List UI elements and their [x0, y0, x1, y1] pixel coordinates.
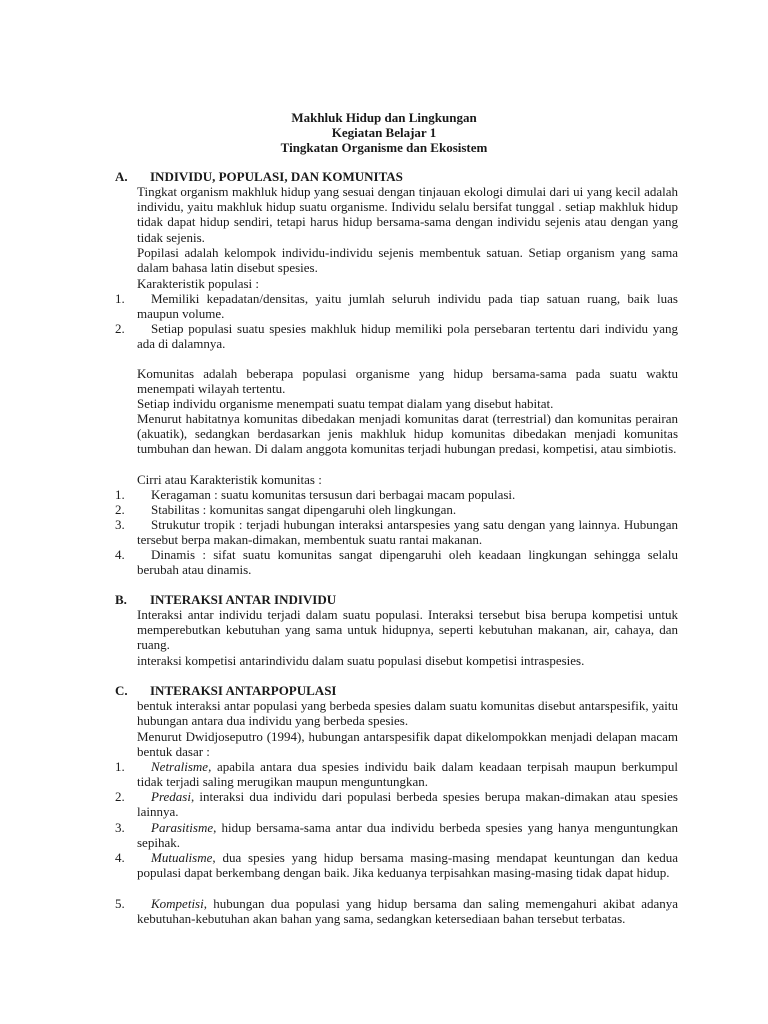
paragraph: interaksi kompetisi antarindividu dalam suatu populasi disebut kompetisi intraspesies.	[137, 653, 585, 668]
section-title: INTERAKSI ANTARPOPULASI	[150, 683, 337, 698]
list-item	[115, 321, 678, 351]
list-number: 1.	[115, 487, 125, 502]
section-letter: C.	[115, 683, 128, 698]
term: Predasi	[151, 789, 191, 804]
paragraph: Popilasi adalah kelompok individu-individu sejenis membentuk satuan. Setiap organism yang sama dalam bahasa latin disebut spesies.	[137, 245, 678, 276]
paragraph: Tingkat organism makhluk hidup yang sesuai dengan tinjauan ekologi dimulai dari ui yang kecil adalah individu, yaitu makhluk hidup suatu organisme. Individu selalu bersifat tunggal . setiap makhluk hidup tidak dapat hidup sendiri, tetapi harus hidup bersama-sama dengan individu sejenis atau dengan yang tidak sejenis.	[137, 184, 678, 245]
doc-subtitle-2: Tingkatan Organisme dan Ekosistem	[280, 140, 488, 155]
paragraph: Menurut Dwidjoseputro (1994), hubungan antarspesifik dapat dikelompokkan menjadi delapan macam bentuk dasar :	[137, 729, 678, 760]
list-item	[115, 517, 678, 547]
list-text: Dinamis : sifat suatu komunitas sangat dipengaruhi oleh keadaan lingkungan sehingga selalu berubah atau dinamis.	[137, 547, 678, 578]
paragraph: Cirri atau Karakteristik komunitas :	[137, 472, 322, 487]
list-item	[115, 291, 678, 321]
term: Netralisme	[151, 759, 209, 774]
paragraph: Komunitas adalah beberapa populasi organisme yang hidup bersama-sama pada suatu waktu menempati wilayah tertentu.	[137, 366, 678, 397]
list-number: 2.	[115, 321, 125, 336]
list-item	[115, 820, 678, 850]
paragraph: Menurut habitatnya komunitas dibedakan menjadi komunitas darat (terrestrial) dan komunitas perairan (akuatik), sedangkan berdasarkan jenis makhluk hidup komunitas dibedakan menjadi komunitas tumbuhan dan hewan. Di dalam anggota komunitas terjadi hubungan predasi, kompetisi, atau simbiotis.	[137, 411, 678, 457]
list-item	[115, 759, 678, 789]
section-title: INTERAKSI ANTAR INDIVIDU	[150, 592, 337, 607]
section-letter: A.	[115, 169, 128, 184]
list-item	[115, 487, 678, 502]
list-number: 1.	[115, 291, 125, 306]
list-text: , apabila antara dua spesies individu baik dalam keadaan terpisah maupun berkumpul tidak terjadi saling merugikan maupun menguntungkan.	[137, 759, 678, 790]
list-text: Strukutur tropik : terjadi hubungan interaksi antarspesies yang satu dengan yang lainnya. Hubungan tersebut berpa makan-dimakan, membentuk suatu rantai makanan.	[137, 517, 678, 548]
list-text: , dua spesies yang hidup bersama masing-masing mendapat keuntungan dan kedua populasi dapat berkembang dengan baik. Jika keduanya terpisahkan masing-masing tidak dapat hidup.	[137, 850, 678, 881]
list-text: Stabilitas : komunitas sangat dipengaruhi oleh lingkungan.	[151, 502, 457, 517]
doc-title: Makhluk Hidup dan Lingkungan	[291, 110, 477, 125]
section-a-heading	[115, 169, 403, 184]
paragraph: bentuk interaksi antar populasi yang berbeda spesies dalam suatu komunitas disebut antarspesifik, yaitu hubungan antara dua individu yang berbeda spesies.	[137, 698, 678, 729]
list-number: 3.	[115, 820, 125, 835]
list-text: Memiliki kepadatan/densitas, yaitu jumlah seluruh individu pada tiap satuan ruang, baik luas maupun volume.	[137, 291, 678, 322]
list-number: 4.	[115, 850, 125, 865]
list-number: 2.	[115, 502, 125, 517]
paragraph: Interaksi antar individu terjadi dalam suatu populasi. Interaksi tersebut bisa berupa kompetisi untuk memperebutkan kebutuhan yang sama untuk hidupnya, seperti kebutuhan makanan, air, cahaya, dan ruang.	[137, 607, 678, 653]
list-number: 3.	[115, 517, 125, 532]
list-item	[115, 850, 678, 880]
list-item	[115, 502, 678, 517]
list-text: Keragaman : suatu komunitas tersusun dari berbagai macam populasi.	[151, 487, 516, 502]
doc-subtitle: Kegiatan Belajar 1	[331, 125, 437, 140]
section-letter: B.	[115, 592, 127, 607]
section-title: INDIVIDU, POPULASI, DAN KOMUNITAS	[150, 169, 403, 184]
paragraph: Setiap individu organisme menempati suatu tempat dialam yang disebut habitat.	[137, 396, 554, 411]
list-text: Setiap populasi suatu spesies makhluk hidup memiliki pola persebaran tertentu dari individu yang ada di dalamnya.	[137, 321, 678, 352]
list-item	[115, 896, 678, 926]
list-text: , hubungan dua populasi yang hidup bersama dan saling memengahuri akibat adanya kebutuhan-kebutuhan akan bahan yang sama, sedangkan ketersediaan bahan tersebut terbatas.	[137, 896, 678, 927]
list-number: 4.	[115, 547, 125, 562]
list-text: , interaksi dua individu dari populasi berbeda spesies berupa makan-dimakan atau spesies lainnya.	[137, 789, 678, 820]
list-number: 1.	[115, 759, 125, 774]
list-text: , hidup bersama-sama antar dua individu berbeda spesies yang hanya menguntungkan sepihak.	[137, 820, 678, 851]
list-item	[115, 547, 678, 577]
list-number: 5.	[115, 896, 125, 911]
list-number: 2.	[115, 789, 125, 804]
term: Mutualisme	[151, 850, 213, 865]
term: Parasitisme	[151, 820, 214, 835]
list-item	[115, 789, 678, 819]
section-c-heading	[115, 683, 337, 698]
paragraph: Karakteristik populasi :	[137, 276, 260, 291]
term: Kompetisi	[151, 896, 204, 911]
section-b-heading	[115, 592, 336, 607]
